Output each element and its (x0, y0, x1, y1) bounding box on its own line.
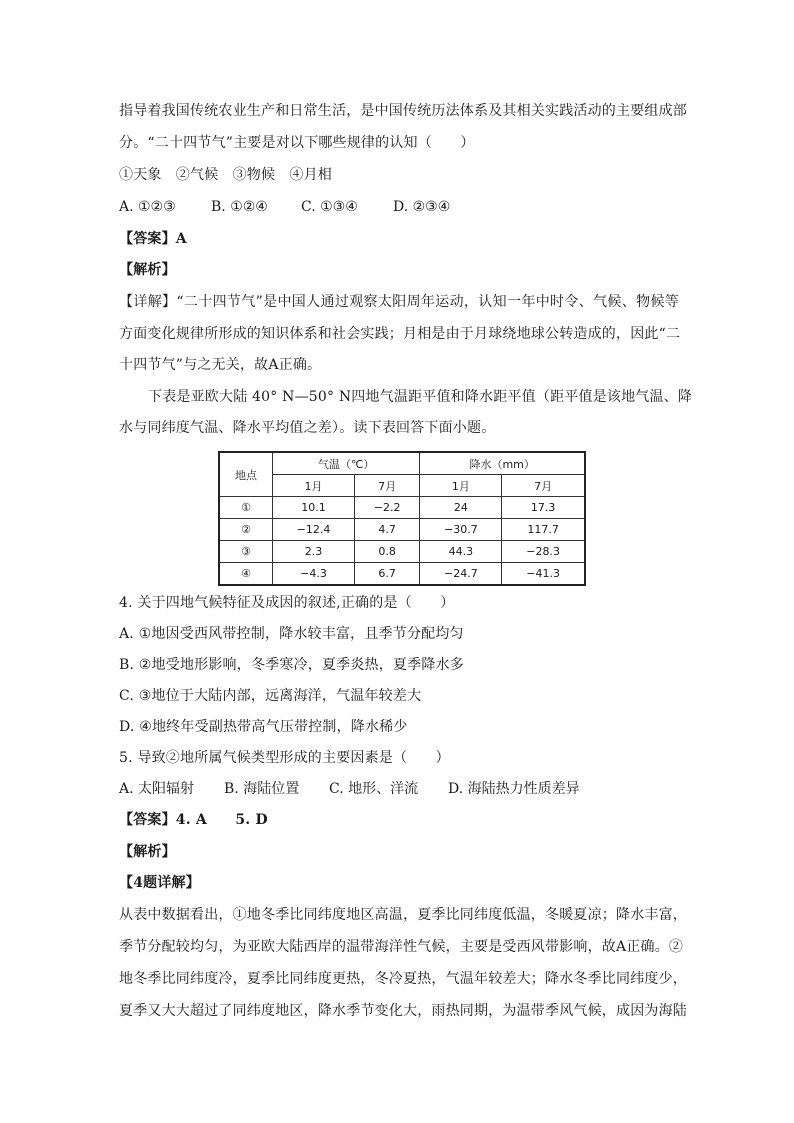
temp-jul-cell: −2.2 (354, 497, 419, 519)
table-row (219, 541, 585, 563)
precip-jul-header: 7月 (502, 475, 585, 497)
place-cell: ④ (219, 563, 273, 586)
table-row (219, 497, 585, 519)
temp-jul-cell: 4.7 (354, 519, 419, 541)
q4-option-c: C. ③地位于大陆内部，远离海洋，气温年较差大 (119, 688, 422, 704)
place-cell: ① (219, 497, 273, 519)
col-temp-header: 气温（℃） (273, 452, 420, 475)
q5-option-b: B. 海陆位置 (224, 781, 300, 797)
q4-option-b: B. ②地受地形影响，冬季寒冷，夏季炎热，夏季降水多 (119, 657, 464, 673)
q3-option-d: D. ②③④ (393, 199, 451, 215)
precip-jul-cell: 117.7 (502, 519, 585, 541)
q4-detail-line-3: 地冬季比同纬度冷，夏季比同纬度更热，冬冷夏热，气温年较差大；降水冬季比同纬度少， (119, 971, 687, 987)
q3-option-a: A. ①②③ (119, 199, 176, 215)
temp-jul-cell: 0.8 (354, 541, 419, 563)
col-place-header: 地点 (219, 452, 273, 497)
q3-stem-line-1: 指导着我国传统农业生产和日常生活，是中国传统历法体系及其相关实践活动的主要组成部 (119, 103, 687, 119)
precip-jan-cell: 44.3 (420, 541, 502, 563)
q45-analysis-heading: 【解析】 (119, 844, 176, 860)
temp-jan-cell: −12.4 (273, 519, 355, 541)
precip-jan-cell: −24.7 (420, 563, 502, 586)
q4-detail-line-4: 夏季又大大超过了同纬度地区，降水季节变化大，雨热同期，为温带季风气候，成因为海陆 (119, 1003, 687, 1019)
precip-jan-cell: 24 (420, 497, 502, 519)
q3-detail-line-1: 【详解】“二十四节气”是中国人通过观察太阳周年运动，认知一年中时令、气候、物候等 (119, 294, 679, 310)
q3-option-c: C. ①③④ (301, 199, 358, 215)
table-row (219, 563, 585, 586)
q4-detail-line-2: 季节分配较均匀，为亚欧大陆西岸的温带海洋性气候，主要是受西风带影响，故A正确。② (119, 939, 684, 955)
temp-jan-header: 1月 (273, 475, 355, 497)
q3-items: ①天象 ②气候 ③物候 ④月相 (119, 167, 332, 183)
q3-detail-line-2: 方面变化规律所形成的知识体系和社会实践；月相是由于月球绕地球公转造成的，因此“二 (119, 326, 681, 342)
place-cell: ② (219, 519, 273, 541)
q4-detail-heading: 【4题详解】 (119, 875, 200, 891)
temp-jan-cell: −4.3 (273, 563, 355, 586)
q5-option-c: C. 地形、洋流 (329, 781, 419, 797)
q4-option-d: D. ④地终年受副热带高气压带控制，降水稀少 (119, 719, 408, 735)
temp-jan-cell: 2.3 (273, 541, 355, 563)
temp-jul-header: 7月 (354, 475, 419, 497)
q3-stem-line-2: 分。“二十四节气”主要是对以下哪些规律的认知（ ） (119, 135, 475, 151)
anomaly-table (218, 451, 586, 586)
precip-jul-cell: −28.3 (502, 541, 585, 563)
precip-jul-cell: 17.3 (502, 497, 585, 519)
q3-analysis-heading: 【解析】 (119, 262, 176, 278)
q5-option-d: D. 海陆热力性质差异 (448, 781, 580, 797)
temp-jan-cell: 10.1 (273, 497, 355, 519)
q45-answer: 【答案】4. A 5. D (119, 812, 268, 828)
q4-detail-line-1: 从表中数据看出，①地冬季比同纬度地区高温，夏季比同纬度低温，冬暖夏凉；降水丰富， (119, 907, 687, 923)
intro-line-1: 下表是亚欧大陆 40° N—50° N四地气温距平值和降水距平值（距平值是该地气温、降 (148, 389, 693, 405)
q5-stem: 5. 导致②地所属气候类型形成的主要因素是（ ） (119, 750, 450, 766)
q5-option-a: A. 太阳辐射 (119, 781, 195, 797)
intro-line-2: 水与同纬度气温、降水平均值之差）。读下表回答下面小题。 (119, 420, 496, 436)
q4-option-a: A. ①地因受西风带控制，降水较丰富，且季节分配均匀 (119, 626, 464, 642)
precip-jul-cell: −41.3 (502, 563, 585, 586)
q3-answer: 【答案】A (119, 231, 187, 247)
q3-detail-line-3: 十四节气”与之无关，故A正确。 (119, 357, 322, 373)
precip-jan-cell: −30.7 (420, 519, 502, 541)
table-row (219, 519, 585, 541)
place-cell: ③ (219, 541, 273, 563)
col-precip-header: 降水（mm） (420, 452, 585, 475)
temp-jul-cell: 6.7 (354, 563, 419, 586)
q4-stem: 4. 关于四地气候特征及成因的叙述,正确的是（ ） (119, 595, 455, 611)
precip-jan-header: 1月 (420, 475, 502, 497)
q3-option-b: B. ①②④ (211, 199, 268, 215)
